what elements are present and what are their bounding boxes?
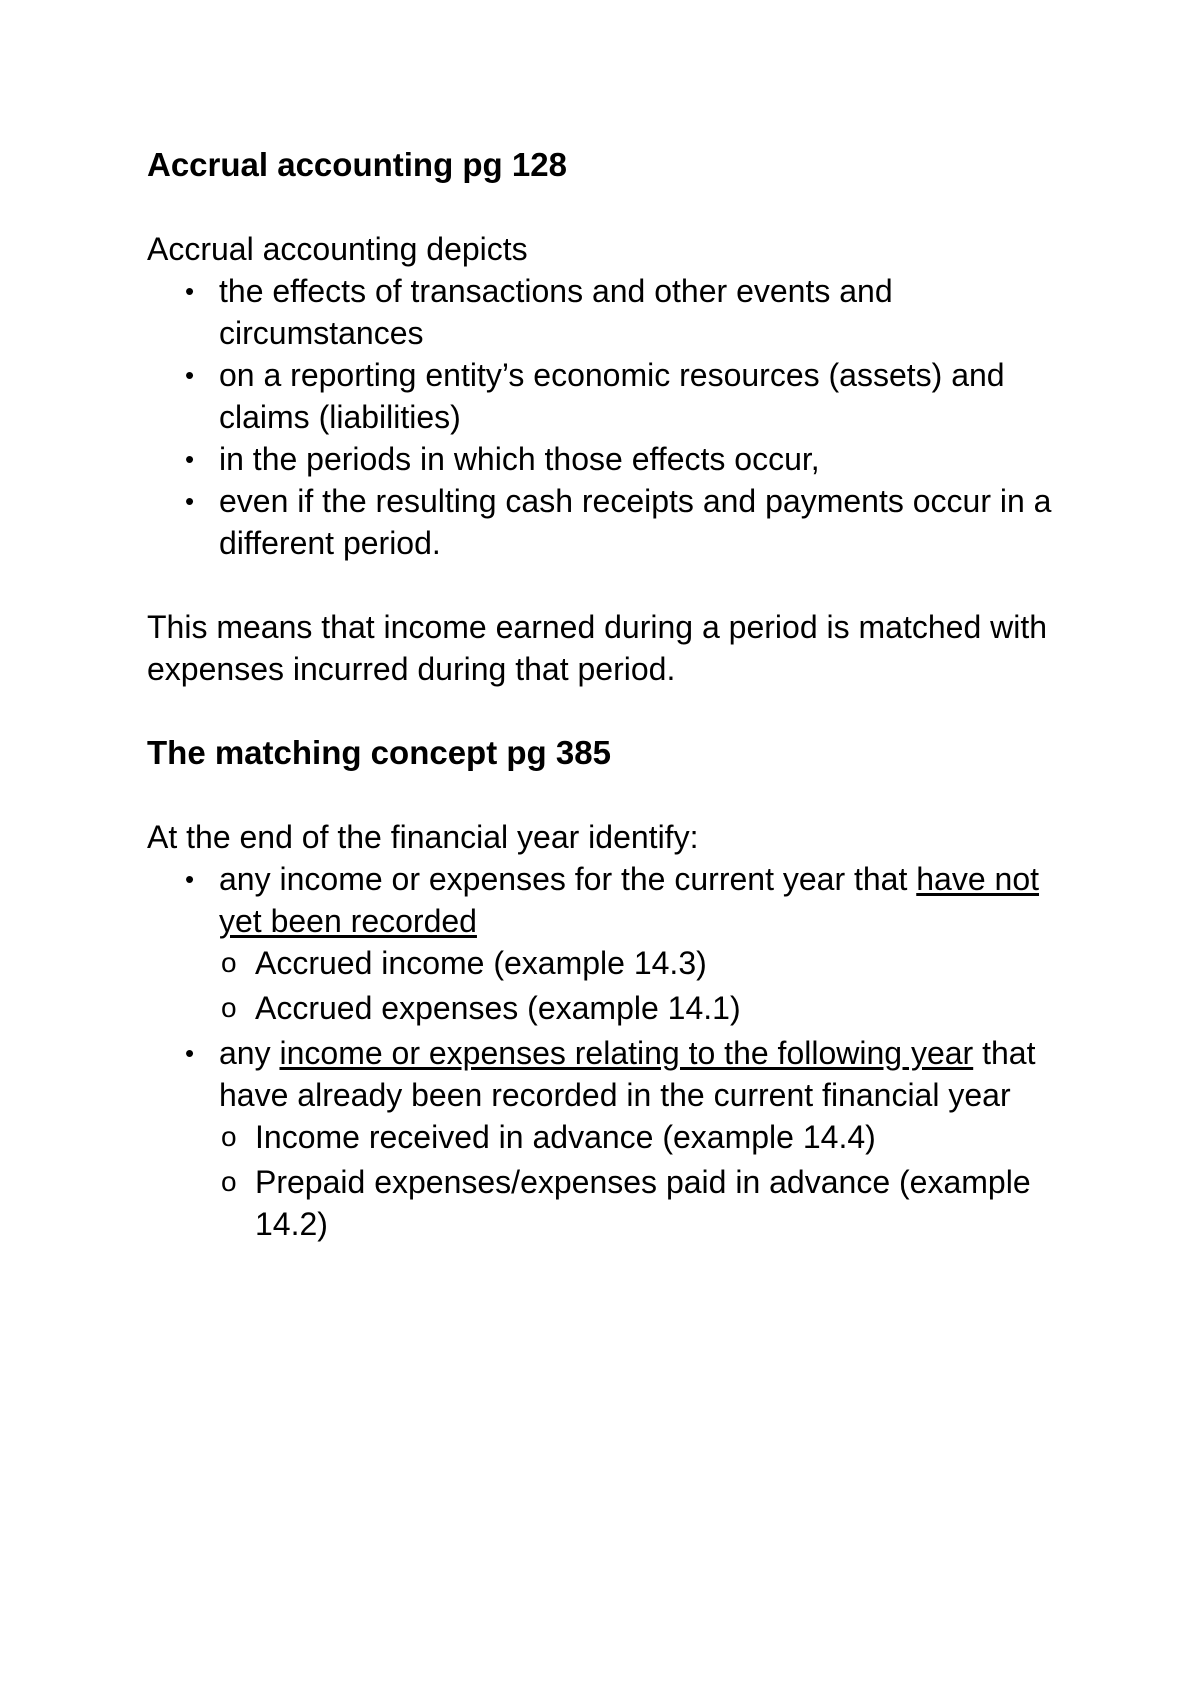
list-item-text: even if the resulting cash receipts and payments occur in a different period. [219, 483, 1052, 561]
sub-list-item [219, 1116, 1077, 1158]
list-item [147, 354, 1077, 438]
matching-intro: At the end of the financial year identify: [147, 819, 699, 855]
bullet-icon: • [185, 360, 195, 390]
spacer [147, 186, 1077, 228]
spacer [147, 690, 1077, 732]
list-item-text: any income or expenses for the current year that [219, 861, 917, 897]
bullet-icon: • [185, 486, 195, 516]
accrual-intro: Accrual accounting depicts [147, 231, 528, 267]
bullet-icon: • [185, 1038, 195, 1068]
list-item-text: any [219, 1035, 280, 1071]
sub-list-item-text: Income received in advance (example 14.4) [255, 1119, 876, 1155]
bullet-icon: • [185, 444, 195, 474]
sub-list-item [219, 987, 1077, 1029]
sub-bullet-icon: o [221, 1121, 237, 1152]
list-item-text: in the periods in which those effects occur, [219, 441, 820, 477]
bullet-icon: • [185, 864, 195, 894]
matching-bullet-list [147, 858, 1077, 1245]
accrual-summary: This means that income earned during a period is matched with expenses incurred during that period. [147, 609, 1048, 687]
underlined-text: income or expenses relating to the following year [279, 1035, 974, 1071]
document-body [147, 144, 1077, 1248]
list-item [147, 480, 1077, 564]
sub-bullet-icon: o [221, 1166, 237, 1197]
sub-list-item [219, 1161, 1077, 1245]
heading-accrual-accounting: Accrual accounting pg 128 [147, 146, 567, 183]
sub-list-item-text: Accrued income (example 14.3) [255, 945, 707, 981]
list-item [147, 1032, 1077, 1245]
sub-list-item-text: Accrued expenses (example 14.1) [255, 990, 741, 1026]
sub-bullet-icon: o [221, 992, 237, 1023]
sub-list-item-text: Prepaid expenses/expenses paid in advance (example 14.2) [255, 1164, 1031, 1242]
list-item [147, 858, 1077, 1029]
sub-list [219, 1116, 1077, 1245]
list-item-text: on a reporting entity’s economic resources (assets) and claims (liabilities) [219, 357, 1005, 435]
accrual-bullet-list [147, 270, 1077, 564]
sub-list-item [219, 942, 1077, 984]
underlined-text: have not yet been recorded [219, 861, 1040, 939]
spacer [147, 774, 1077, 816]
heading-matching-concept: The matching concept pg 385 [147, 734, 611, 771]
list-item-text: that have already been recorded in the current financial year [219, 1035, 1036, 1113]
bullet-icon: • [185, 276, 195, 306]
list-item-text: the effects of transactions and other events and circumstances [219, 273, 893, 351]
list-item [147, 438, 1077, 480]
list-item [147, 270, 1077, 354]
sub-bullet-icon: o [221, 947, 237, 978]
spacer [147, 564, 1077, 606]
sub-list [219, 942, 1077, 1029]
